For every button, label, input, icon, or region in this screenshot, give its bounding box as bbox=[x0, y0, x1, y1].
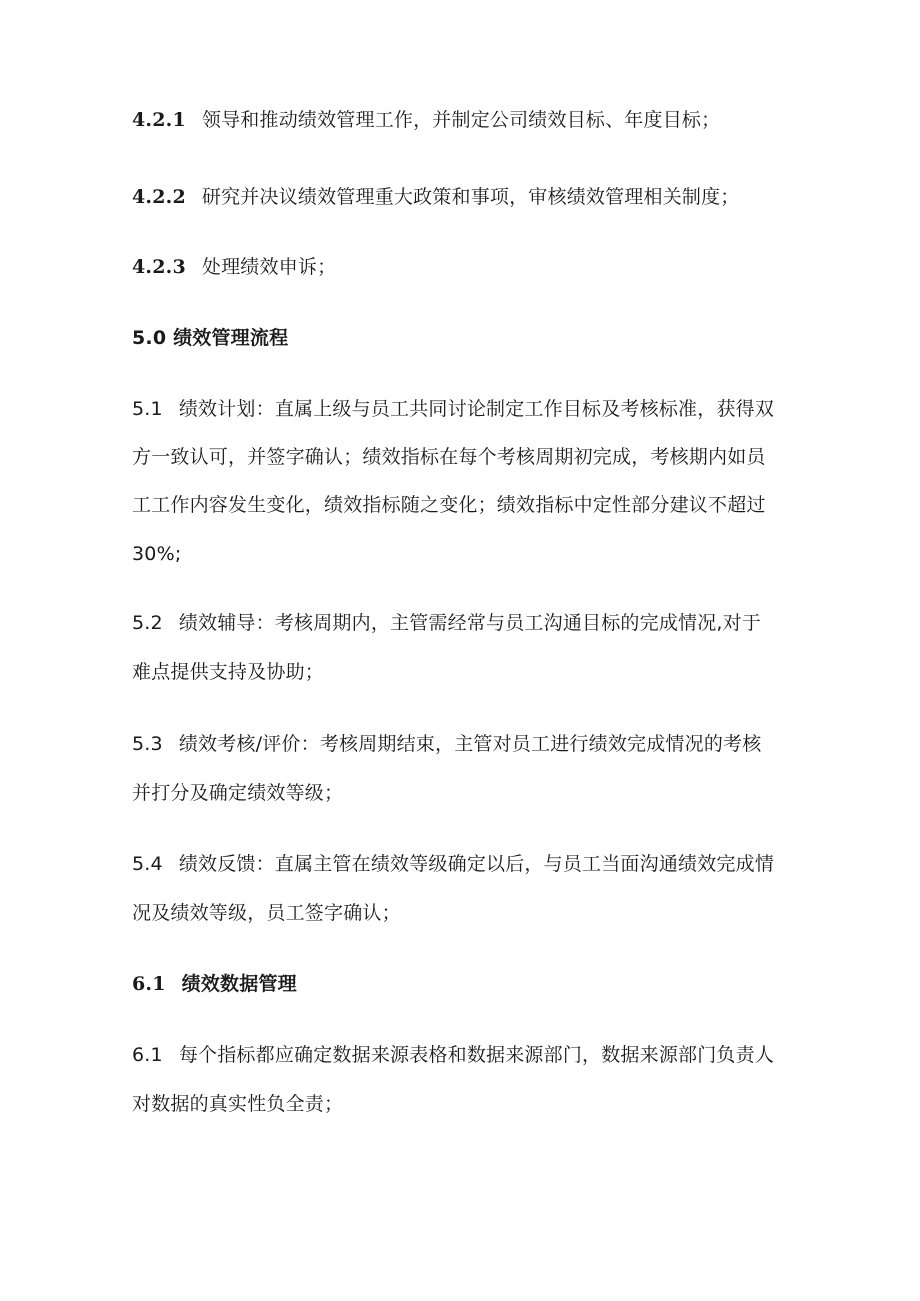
paragraph-number: 5.1 bbox=[132, 398, 163, 420]
paragraph-6-1-line-2 bbox=[132, 1092, 812, 1116]
paragraph-text: 况及绩效等级，员工签字确认； bbox=[132, 902, 401, 924]
paragraph-text: 绩效计划：直属上级与员工共同讨论制定工作目标及考核标准，获得双 bbox=[178, 398, 775, 420]
clause-4-2-2 bbox=[132, 185, 812, 209]
paragraph-5-2-line-1 bbox=[132, 611, 812, 635]
paragraph-text: 30%; bbox=[132, 543, 182, 565]
paragraph-text: 绩效考核/评价：考核周期结束，主管对员工进行绩效完成情况的考核 bbox=[178, 733, 762, 755]
clause-4-2-1 bbox=[132, 108, 812, 132]
clause-text: 领导和推动绩效管理工作，并制定公司绩效目标、年度目标； bbox=[201, 109, 721, 131]
paragraph-5-1-line-3 bbox=[132, 493, 812, 517]
paragraph-text: 对数据的真实性负全责； bbox=[132, 1093, 344, 1115]
paragraph-number: 5.3 bbox=[132, 733, 163, 755]
paragraph-5-3-line-2 bbox=[132, 781, 812, 805]
paragraph-5-2-line-2 bbox=[132, 660, 812, 684]
paragraph-number: 5.4 bbox=[132, 853, 163, 875]
clause-4-2-3 bbox=[132, 255, 812, 279]
clause-number: 4.2.1 bbox=[132, 109, 186, 131]
paragraph-text: 绩效反馈：直属主管在绩效等级确定以后，与员工当面沟通绩效完成情 bbox=[178, 853, 775, 875]
paragraph-text: 绩效辅导：考核周期内，主管需经常与员工沟通目标的完成情况,对于 bbox=[178, 612, 762, 634]
paragraph-text: 每个指标都应确定数据来源表格和数据来源部门，数据来源部门负责人 bbox=[178, 1044, 775, 1066]
paragraph-5-1-line-2 bbox=[132, 445, 812, 469]
paragraph-number: 5.2 bbox=[132, 612, 163, 634]
paragraph-5-1-line-4 bbox=[132, 542, 812, 566]
paragraph-5-4-line-1 bbox=[132, 852, 812, 876]
paragraph-text: 并打分及确定绩效等级； bbox=[132, 782, 344, 804]
paragraph-text: 方一致认可，并签字确认；绩效指标在每个考核周期初完成，考核期内如员 bbox=[132, 446, 766, 468]
section-heading-number: 6.1 bbox=[132, 973, 166, 995]
paragraph-number: 6.1 bbox=[132, 1044, 163, 1066]
paragraph-5-1-line-1 bbox=[132, 397, 812, 421]
section-heading-5 bbox=[132, 326, 812, 350]
paragraph-text: 工工作内容发生变化，绩效指标随之变化；绩效指标中定性部分建议不超过 bbox=[132, 494, 766, 516]
clause-number: 4.2.2 bbox=[132, 186, 186, 208]
paragraph-6-1-line-1 bbox=[132, 1043, 812, 1067]
clause-text: 研究并决议绩效管理重大政策和事项，审核绩效管理相关制度； bbox=[201, 186, 740, 208]
section-heading-6-1 bbox=[132, 972, 812, 996]
clause-number: 4.2.3 bbox=[132, 256, 186, 278]
section-heading-text: 5.0 绩效管理流程 bbox=[132, 327, 289, 349]
clause-text: 处理绩效申诉； bbox=[201, 256, 337, 278]
section-heading-text: 绩效数据管理 bbox=[181, 973, 297, 995]
paragraph-5-4-line-2 bbox=[132, 901, 812, 925]
paragraph-text: 难点提供支持及协助； bbox=[132, 661, 325, 683]
paragraph-5-3-line-1 bbox=[132, 732, 812, 756]
